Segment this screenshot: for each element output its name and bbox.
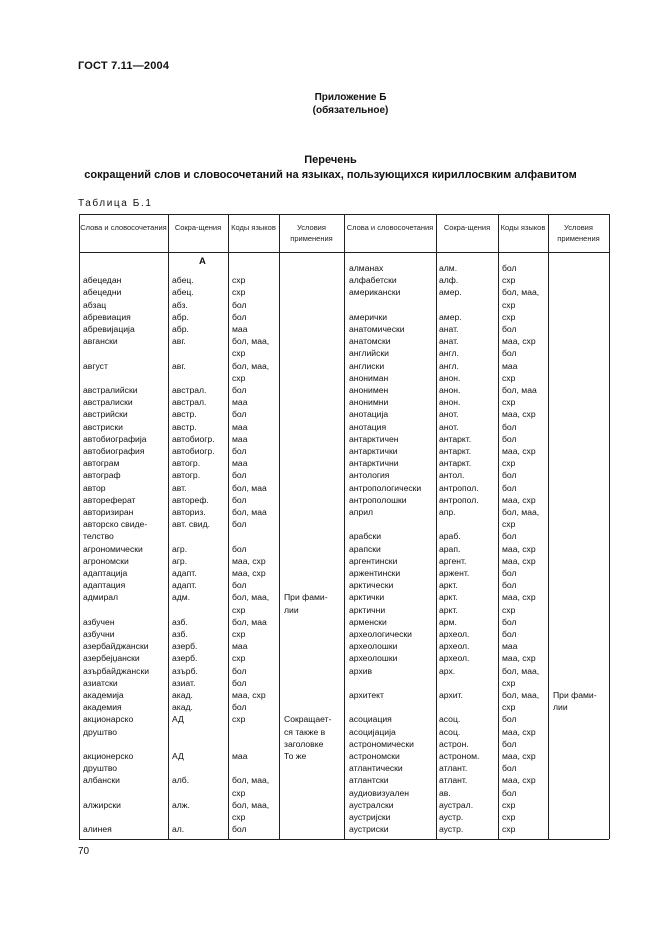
table-cell-codes: схр xyxy=(232,629,246,639)
table-cell-abbr: асоц. xyxy=(439,714,461,725)
table-cell-word: азербејџански xyxy=(83,653,140,664)
table-cell-word: асоцијација xyxy=(349,726,396,737)
table-cell-word: албански xyxy=(83,775,120,786)
table-cell-word: аустријски xyxy=(349,812,391,822)
table-bottom-border xyxy=(79,839,609,840)
table-cell-codes: бол, маа xyxy=(502,385,537,395)
table-cell-abbr: араб. xyxy=(439,531,461,542)
table-cell-word: азербайджански xyxy=(83,641,149,652)
table-cell-abbr: АД xyxy=(172,751,184,761)
table-cell-word: адмирал xyxy=(83,592,119,603)
table-cell-abbr: автореф. xyxy=(172,494,209,505)
table-cell-codes: бол xyxy=(232,665,247,676)
table-cell-abbr: астроном. xyxy=(439,751,480,761)
table-cell-codes: бол xyxy=(502,714,517,725)
table-cell-word: адаптација xyxy=(83,568,128,578)
table-cell-codes: маа, схр xyxy=(502,555,536,566)
table-cell-abbr: арм. xyxy=(439,616,457,627)
table-cell-word: арктически xyxy=(349,580,394,591)
table-cell-word: антология xyxy=(349,470,390,481)
table-cell-abbr: атлант. xyxy=(439,775,468,786)
table-cell-codes: бол xyxy=(502,568,517,578)
table-cell-word: австрийски xyxy=(83,409,128,420)
table-cell-abbr: антол. xyxy=(439,470,465,481)
table-cell-codes: бол xyxy=(232,470,247,481)
table-cell-codes: схр xyxy=(502,799,516,810)
table-cell-codes: бол xyxy=(502,433,517,444)
table-cell-word: август xyxy=(83,360,108,371)
table-cell-codes: бол xyxy=(232,677,247,688)
column-header: Сокра-щения xyxy=(174,223,222,232)
column-header: Коды языков xyxy=(231,223,276,232)
table-cell-codes: маа, схр xyxy=(502,653,536,664)
table-cell-codes: схр xyxy=(232,275,246,286)
table-cell-abbr: алб. xyxy=(172,775,190,786)
table-cell-codes: бол, маа xyxy=(232,482,267,493)
table-cell-abbr: азерб. xyxy=(172,641,198,652)
table-cell-abbr: анон. xyxy=(439,372,461,383)
table-cell-codes: схр xyxy=(502,311,516,322)
table-cell-word: анониман xyxy=(349,372,389,383)
document-title xyxy=(0,153,661,183)
table-cell-codes: бол xyxy=(502,616,517,627)
table-cell-codes: маа, схр xyxy=(502,543,536,554)
table-cell-codes: маа, схр xyxy=(232,690,266,700)
table-cell-abbr: асоц. xyxy=(439,726,461,737)
table-cell-codes: схр xyxy=(502,299,516,310)
appendix-status: (обязательное) xyxy=(312,105,389,116)
table-cell-word: асоциация xyxy=(349,714,392,725)
table-cell-abbr: абз. xyxy=(172,299,188,310)
table-cell-codes: маа, схр xyxy=(502,409,536,420)
table-cell-codes: бол, маа xyxy=(232,507,267,517)
table-cell-abbr: атлант. xyxy=(439,763,468,774)
table-cell-abbr: адапт. xyxy=(172,580,197,591)
title-line-1: Перечень xyxy=(304,154,357,166)
table-cell-codes: схр xyxy=(232,714,246,725)
table-cell-abbr: анон. xyxy=(439,385,461,395)
table-cell-abbr: антропол. xyxy=(439,494,479,505)
table-cell-word: азърбайджански xyxy=(83,665,150,676)
table-cell-word: абзац xyxy=(83,299,107,310)
table-cell-abbr: авг. xyxy=(172,336,186,347)
table-cell-abbr: адм. xyxy=(172,592,191,603)
table-cell-codes: бол, маа xyxy=(232,616,267,627)
table-cell-word: агрономически xyxy=(83,543,143,554)
table-cell-codes: бол xyxy=(232,409,247,420)
table-cell-abbr: алф. xyxy=(439,275,459,286)
table-cell-cond: ся также в xyxy=(284,726,326,737)
table-cell-word: атлантски xyxy=(349,775,389,786)
table-cell-abbr: алм. xyxy=(439,263,458,273)
table-cell-codes: маа, схр xyxy=(232,568,266,578)
table-cell-codes: бол, маа, xyxy=(502,287,540,298)
col-border xyxy=(498,214,499,839)
table-cell-word: април xyxy=(349,507,374,517)
table-cell-codes: бол xyxy=(502,348,517,359)
table-cell-abbr: англ. xyxy=(439,360,459,371)
col-border xyxy=(168,214,169,839)
table-cell-abbr: антаркт. xyxy=(439,433,472,444)
table-cell-cond: Сокращает- xyxy=(284,714,332,725)
table-cell-abbr: ал. xyxy=(172,824,185,835)
table-cell-codes: бол xyxy=(232,824,247,835)
table-cell-cond: При фами- xyxy=(284,592,328,603)
table-cell-word: авгански xyxy=(83,336,118,347)
table-cell-abbr: анон. xyxy=(439,397,461,408)
column-header: Слова и словосочетания xyxy=(80,223,167,232)
table-cell-abbr: аркт. xyxy=(439,604,458,615)
table-cell-word: астрономски xyxy=(349,751,400,761)
page-number: 70 xyxy=(78,846,90,857)
table-label: Таблица Б.1 xyxy=(78,198,153,209)
table-cell-word: арменски xyxy=(349,616,387,627)
table-cell-codes: бол xyxy=(502,738,517,749)
table-cell-word: аустралски xyxy=(349,799,394,810)
table-cell-codes: бол xyxy=(232,543,247,554)
table-cell-word: азиатски xyxy=(83,677,118,688)
appendix-heading xyxy=(0,91,661,117)
table-cell-abbr: астрон. xyxy=(439,738,469,749)
table-cell-word: австриски xyxy=(83,421,123,432)
table-cell-codes: схр xyxy=(502,397,516,408)
table-cell-abbr: архит. xyxy=(439,690,463,700)
table-cell-codes: бол xyxy=(502,629,517,639)
table-cell-codes: бол, маа, xyxy=(232,360,270,371)
table-cell-word: археолошки xyxy=(349,641,398,652)
table-cell-abbr: ав. xyxy=(439,787,451,798)
section-letter: А xyxy=(199,256,206,267)
table-cell-abbr: азърб. xyxy=(172,665,198,676)
table-cell-word: анонимни xyxy=(349,397,389,408)
table-cell-codes: маа, схр xyxy=(502,494,536,505)
table-cell-codes: схр xyxy=(232,604,246,615)
table-cell-abbr: анот. xyxy=(439,409,459,420)
table-cell-codes: бол xyxy=(502,787,517,798)
table-cell-word: англиски xyxy=(349,360,385,371)
table-cell-codes: схр xyxy=(232,372,246,383)
table-cell-codes: схр xyxy=(502,519,516,530)
table-cell-word: анонимен xyxy=(349,385,389,395)
table-cell-word: антарктични xyxy=(349,458,399,469)
table-cell-codes: бол xyxy=(232,385,247,395)
table-cell-cond: лии xyxy=(553,702,568,713)
table-cell-word: антрополошки xyxy=(349,494,407,505)
table-cell-abbr: абр. xyxy=(172,311,189,322)
table-cell-codes: маа xyxy=(232,421,248,432)
table-cell-abbr: азб. xyxy=(172,616,188,627)
table-cell-word: акционерско xyxy=(83,751,134,761)
table-cell-abbr: антропол. xyxy=(439,482,479,493)
table-cell-cond: заголовке xyxy=(284,738,324,749)
table-cell-codes: бол xyxy=(232,494,247,505)
table-cell-word: антарктички xyxy=(349,446,398,456)
table-cell-codes: маа, схр xyxy=(502,592,536,603)
table-cell-codes: бол xyxy=(502,263,517,273)
table-cell-codes: маа, схр xyxy=(232,555,266,566)
table-cell-abbr: агр. xyxy=(172,555,188,566)
table-cell-abbr: авт. свид. xyxy=(172,519,210,530)
table-cell-abbr: азерб. xyxy=(172,653,198,664)
table-cell-word: азбучен xyxy=(83,616,115,627)
table-cell-abbr: авг. xyxy=(172,360,186,371)
table-cell-abbr: АД xyxy=(172,714,184,725)
table-cell-codes: бол xyxy=(232,311,247,322)
table-cell-word: арктични xyxy=(349,604,386,615)
table-cell-codes: бол, маа, xyxy=(232,336,270,347)
table-cell-word: архитект xyxy=(349,690,384,700)
table-cell-word: автограм xyxy=(83,458,120,469)
table-cell-codes: схр xyxy=(232,348,246,359)
table-cell-codes: схр xyxy=(502,372,516,383)
table-cell-codes: схр xyxy=(502,702,516,713)
table-cell-word: автограф xyxy=(83,470,121,481)
table-cell-word: авторско свиде- xyxy=(83,519,148,530)
table-cell-codes: бол xyxy=(232,580,247,591)
table-cell-codes: схр xyxy=(502,812,516,822)
table-cell-abbr: археол. xyxy=(439,629,470,639)
table-cell-abbr: автогр. xyxy=(172,470,201,481)
table-cell-abbr: авт. xyxy=(172,482,187,493)
table-cell-word: академия xyxy=(83,702,122,713)
table-cell-codes: бол xyxy=(232,702,247,713)
table-cell-codes: маа, схр xyxy=(502,726,536,737)
table-cell-codes: схр xyxy=(502,677,516,688)
table-cell-abbr: антаркт. xyxy=(439,446,472,456)
table-cell-codes: маа, схр xyxy=(502,775,536,786)
table-cell-abbr: амер. xyxy=(439,287,462,298)
table-cell-abbr: автобиогр. xyxy=(172,446,215,456)
table-cell-codes: бол xyxy=(232,299,247,310)
table-cell-word: азбучни xyxy=(83,629,115,639)
table-cell-abbr: агр. xyxy=(172,543,188,554)
table-cell-word: акционарско xyxy=(83,714,134,725)
title-line-2: сокращений слов и словосочетаний на языках, пользующихся кириллосвким алфавитом xyxy=(84,169,577,181)
table-cell-word: аргентински xyxy=(349,555,398,566)
table-cell-codes: маа xyxy=(502,360,518,371)
table-cell-codes: маа xyxy=(232,397,248,408)
table-cell-abbr: англ. xyxy=(439,348,459,359)
table-cell-codes: бол, маа, xyxy=(232,592,270,603)
table-cell-word: абецедни xyxy=(83,287,122,298)
column-header: Сокра-щения xyxy=(443,223,491,232)
table-cell-word: алфабетски xyxy=(349,275,397,286)
table-cell-word: автобиографија xyxy=(83,433,147,444)
table-cell-word: абревиация xyxy=(83,311,131,322)
table-cell-codes: бол xyxy=(232,519,247,530)
table-cell-codes: бол, маа, xyxy=(232,775,270,786)
table-cell-word: авторизиран xyxy=(83,507,134,517)
table-cell-codes: бол, маа, xyxy=(502,690,540,700)
table-cell-word: автор xyxy=(83,482,106,493)
table-cell-word: телство xyxy=(83,531,114,542)
appendix-title: Приложение Б xyxy=(314,92,387,103)
table-cell-codes: схр xyxy=(232,812,246,822)
table-cell-abbr: абр. xyxy=(172,324,189,334)
table-cell-abbr: аркт. xyxy=(439,580,458,591)
table-cell-word: арктички xyxy=(349,592,385,603)
table-cell-codes: схр xyxy=(502,604,516,615)
table-cell-codes: бол, маа, xyxy=(232,799,270,810)
table-cell-codes: маа, схр xyxy=(502,446,536,456)
table-cell-word: арабски xyxy=(349,531,382,542)
table-cell-codes: бол xyxy=(502,482,517,493)
table-cell-word: алинея xyxy=(83,824,112,835)
table-cell-codes: маа xyxy=(232,433,248,444)
table-cell-abbr: антаркт. xyxy=(439,458,472,469)
table-cell-word: астрономически xyxy=(349,738,414,749)
table-cell-word: абревијација xyxy=(83,324,135,334)
table-cell-abbr: аустрал. xyxy=(439,799,474,810)
table-cell-abbr: арап. xyxy=(439,543,461,554)
table-cell-abbr: апр. xyxy=(439,507,456,517)
table-cell-codes: бол xyxy=(502,421,517,432)
table-cell-codes: маа xyxy=(232,324,248,334)
table-cell-abbr: амер. xyxy=(439,311,462,322)
table-cell-abbr: аржент. xyxy=(439,568,470,578)
table-cell-word: алманах xyxy=(349,263,384,273)
table-cell-cond: лии xyxy=(284,604,299,615)
table-cell-abbr: анат. xyxy=(439,324,459,334)
table-cell-word: автобиография xyxy=(83,446,145,456)
table-cell-abbr: австрал. xyxy=(172,397,207,408)
table-cell-word: друштво xyxy=(83,726,118,737)
table-cell-abbr: аустр. xyxy=(439,812,464,822)
table-cell-word: атлантически xyxy=(349,763,403,774)
table-cell-word: амерички xyxy=(349,311,388,322)
table-cell-abbr: аркт. xyxy=(439,592,458,603)
table-cell-abbr: абец. xyxy=(172,287,194,298)
abbreviation-table xyxy=(79,214,609,839)
table-cell-codes: маа xyxy=(232,458,248,469)
table-cell-abbr: азб. xyxy=(172,629,188,639)
table-cell-word: археологически xyxy=(349,629,412,639)
column-header: Коды языков xyxy=(500,223,546,232)
table-cell-abbr: авториз. xyxy=(172,507,206,517)
column-header: Условия применения xyxy=(290,223,333,243)
table-cell-abbr: автогр. xyxy=(172,458,201,469)
table-cell-abbr: азиат. xyxy=(172,677,196,688)
table-cell-abbr: анат. xyxy=(439,336,459,347)
table-cell-abbr: аргент. xyxy=(439,555,467,566)
table-cell-codes: бол xyxy=(502,324,517,334)
standard-code: ГОСТ 7.11—2004 xyxy=(78,60,170,72)
table-cell-codes: бол, маа, xyxy=(502,507,540,517)
table-cell-codes: схр xyxy=(502,458,516,469)
table-cell-word: археолошки xyxy=(349,653,398,664)
table-cell-cond: То же xyxy=(284,751,307,761)
table-cell-word: австралийски xyxy=(83,385,138,395)
table-cell-abbr: австр. xyxy=(172,421,197,432)
table-cell-abbr: археол. xyxy=(439,653,470,664)
table-cell-abbr: акад. xyxy=(172,702,193,713)
table-cell-word: английски xyxy=(349,348,389,359)
table-cell-word: агрономски xyxy=(83,555,129,566)
col-border xyxy=(548,214,549,839)
col-border xyxy=(228,214,229,839)
col-border xyxy=(609,214,610,839)
table-cell-abbr: австр. xyxy=(172,409,197,420)
col-border xyxy=(344,214,345,839)
table-cell-word: абецедан xyxy=(83,275,122,286)
table-cell-word: анатомически xyxy=(349,324,405,334)
col-border xyxy=(436,214,437,839)
table-cell-word: друштво xyxy=(83,763,118,774)
table-cell-codes: маа, схр xyxy=(502,336,536,347)
table-cell-word: американски xyxy=(349,287,401,298)
table-cell-word: арапски xyxy=(349,543,381,554)
table-cell-abbr: аустр. xyxy=(439,824,464,835)
table-cell-word: академија xyxy=(83,690,124,700)
col-border xyxy=(79,214,80,839)
table-cell-word: архив xyxy=(349,665,373,676)
table-cell-abbr: австрал. xyxy=(172,385,207,395)
column-header: Условия применения xyxy=(557,223,600,243)
table-cell-abbr: адапт. xyxy=(172,568,197,578)
table-cell-word: анатомски xyxy=(349,336,391,347)
table-cell-abbr: археол. xyxy=(439,641,470,652)
table-cell-codes: маа xyxy=(232,641,248,652)
table-cell-codes: бол, маа, xyxy=(502,665,540,676)
table-cell-word: аустриски xyxy=(349,824,389,835)
table-cell-abbr: автобиогр. xyxy=(172,433,215,444)
table-cell-word: антропологически xyxy=(349,482,422,493)
table-cell-codes: схр xyxy=(232,653,246,664)
column-header: Слова и словосочетания xyxy=(346,223,434,232)
table-cell-codes: бол xyxy=(502,470,517,481)
table-cell-codes: схр xyxy=(232,787,246,798)
table-cell-codes: бол xyxy=(502,580,517,591)
table-cell-abbr: арх. xyxy=(439,665,456,676)
table-cell-codes: бол xyxy=(502,763,517,774)
table-cell-codes: схр xyxy=(502,275,516,286)
table-cell-word: аудиовизуален xyxy=(349,787,410,798)
table-cell-cond: При фами- xyxy=(553,690,597,700)
table-cell-codes: бол xyxy=(502,531,517,542)
table-cell-codes: схр xyxy=(502,824,516,835)
table-cell-word: адаптация xyxy=(83,580,126,591)
table-cell-word: автореферат xyxy=(83,494,136,505)
table-cell-word: алжирски xyxy=(83,799,121,810)
table-cell-codes: бол xyxy=(232,446,247,456)
table-cell-abbr: анот. xyxy=(439,421,459,432)
table-cell-codes: маа xyxy=(502,641,518,652)
table-cell-word: аржентински xyxy=(349,568,401,578)
table-cell-codes: маа, схр xyxy=(502,751,536,761)
table-cell-codes: схр xyxy=(232,287,246,298)
table-cell-word: анотација xyxy=(349,409,389,420)
table-cell-codes: маа xyxy=(232,751,248,761)
table-cell-word: анотация xyxy=(349,421,387,432)
table-cell-abbr: абец. xyxy=(172,275,194,286)
table-cell-word: антарктичен xyxy=(349,433,399,444)
col-border xyxy=(279,214,280,839)
table-cell-word: австралиски xyxy=(83,397,133,408)
table-cell-abbr: акад. xyxy=(172,690,193,700)
table-cell-abbr: алж. xyxy=(172,799,190,810)
